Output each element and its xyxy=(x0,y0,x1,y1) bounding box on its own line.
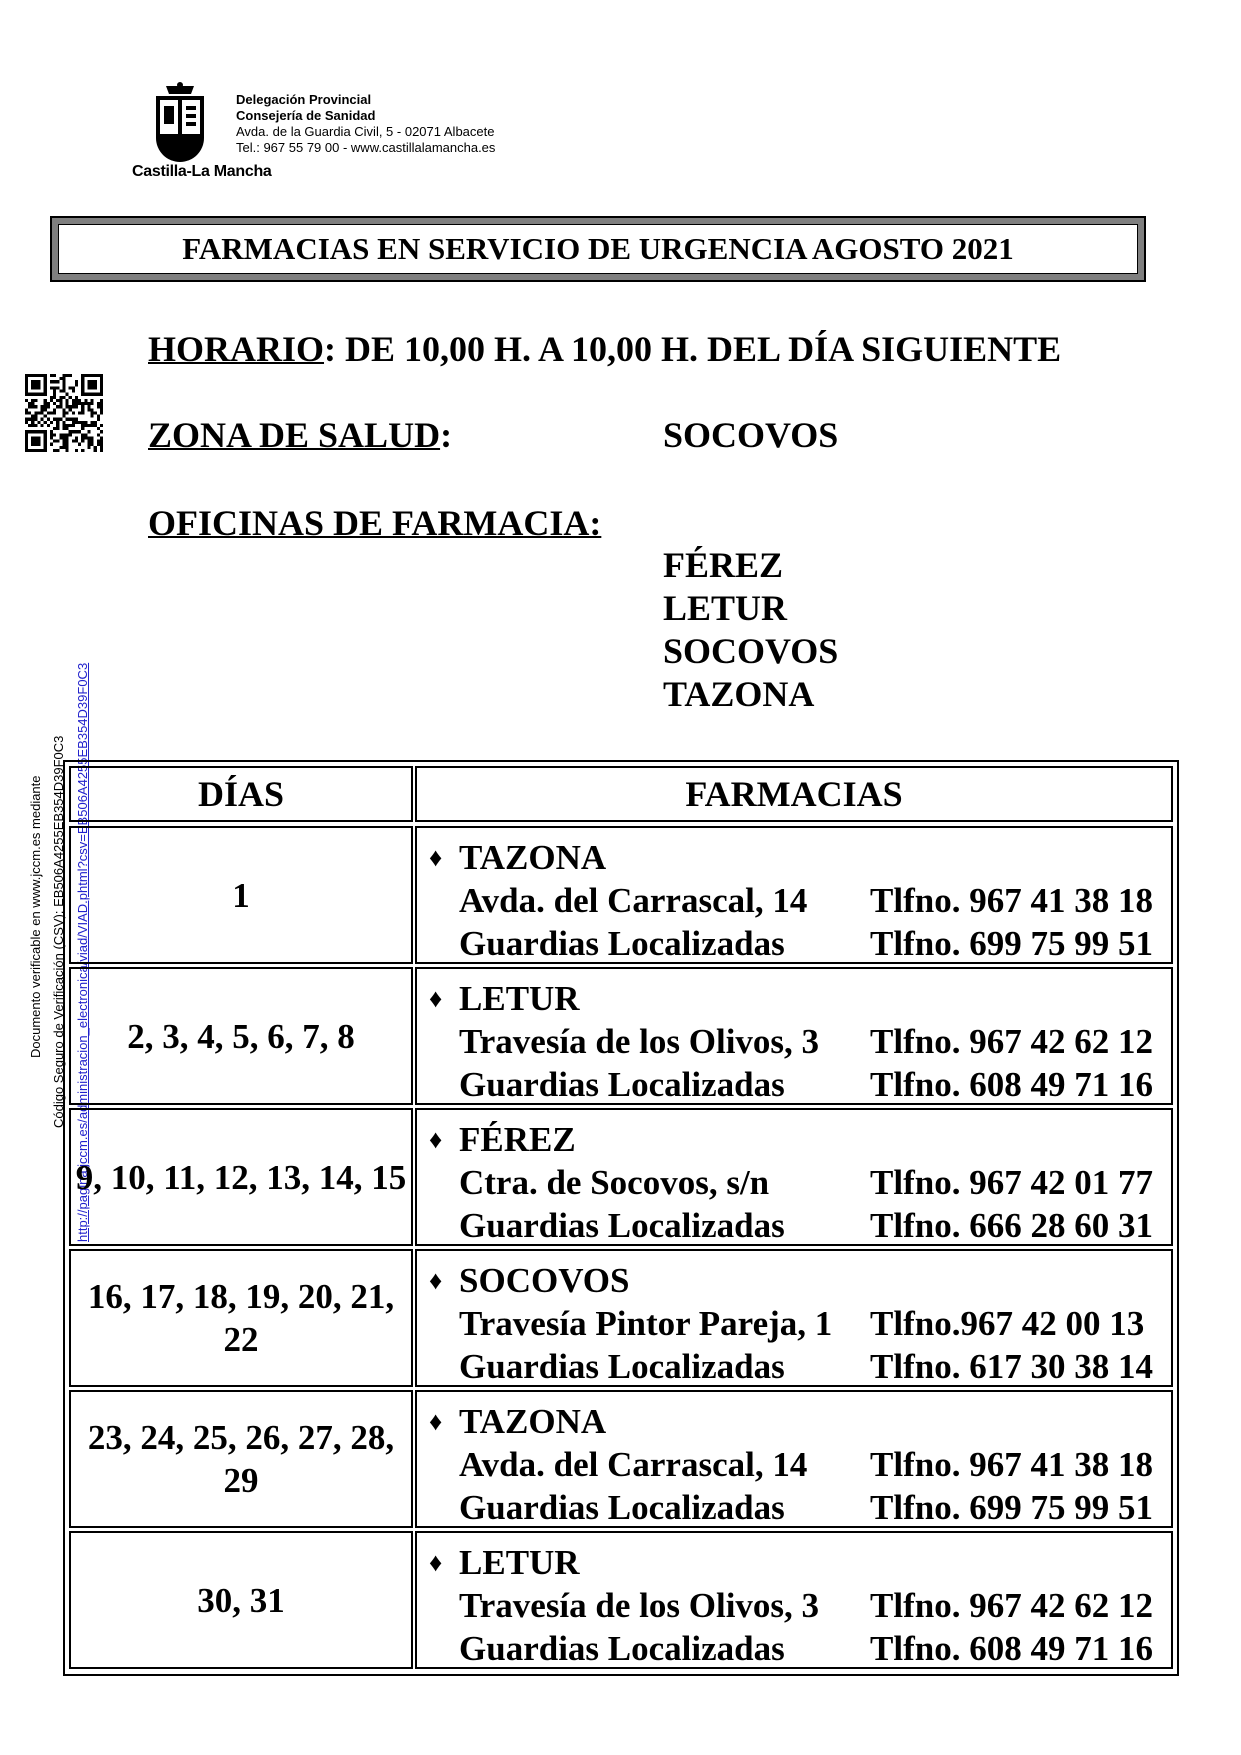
table-row-days: 30, 31 xyxy=(69,1531,413,1669)
pharmacy-name: LETUR xyxy=(459,1543,580,1582)
qr-code-icon xyxy=(25,374,103,452)
diamond-bullet-icon: ♦ xyxy=(429,1266,443,1295)
pharmacy-phone: Tlfno.967 42 00 13 xyxy=(870,1304,1145,1343)
table-row-days: 1 xyxy=(69,826,413,964)
pharmacy-name: TAZONA xyxy=(459,1402,607,1441)
table-row-pharmacy xyxy=(415,1249,1173,1387)
verification-link[interactable]: http://pagina.jccm.es/administracion_electronica/viad/VIAD.phtml?csv=EB506A4255EB354D39F0C3 xyxy=(75,662,90,1242)
guard-label: Guardias Localizadas xyxy=(459,1629,785,1668)
health-zone-line xyxy=(148,414,452,456)
schedule-value: : DE 10,00 H. A 10,00 H. DEL DÍA SIGUIENTE xyxy=(324,329,1062,369)
diamond-bullet-icon: ♦ xyxy=(429,1125,443,1154)
pharmacy-schedule-table xyxy=(63,760,1179,1676)
table-row-pharmacy xyxy=(415,826,1173,964)
pharmacy-address: Travesía de los Olivos, 3 xyxy=(459,1586,820,1625)
csv-code: Código Seguro de Verificación (CSV): EB506A4255EB354D39F0C3 xyxy=(51,735,66,1128)
page-title: FARMACIAS EN SERVICIO DE URGENCIA AGOSTO 2021 xyxy=(58,224,1138,274)
guard-phone: Tlfno. 608 49 71 16 xyxy=(870,1629,1153,1668)
header-line-1: Delegación Provincial xyxy=(236,92,372,107)
health-zone-colon: : xyxy=(440,415,453,455)
pharmacy-address: Travesía Pintor Pareja, 1 xyxy=(459,1304,833,1343)
diamond-bullet-icon: ♦ xyxy=(429,984,443,1013)
header-line-4: Tel.: 967 55 79 00 - www.castillalamancha.es xyxy=(236,140,496,155)
guard-label: Guardias Localizadas xyxy=(459,1065,785,1104)
pharmacy-name: TAZONA xyxy=(459,838,607,877)
office-header xyxy=(236,92,495,156)
pharmacy-phone: Tlfno. 967 42 62 12 xyxy=(870,1022,1153,1061)
pharmacy-offices-label: OFICINAS DE FARMACIA: xyxy=(148,503,602,543)
guard-phone: Tlfno. 699 75 99 51 xyxy=(870,1488,1153,1527)
title-box xyxy=(50,216,1146,282)
table-row-pharmacy xyxy=(415,1108,1173,1246)
guard-phone: Tlfno. 608 49 71 16 xyxy=(870,1065,1153,1104)
guard-label: Guardias Localizadas xyxy=(459,1488,785,1527)
pharmacy-address: Ctra. de Socovos, s/n xyxy=(459,1163,770,1202)
table-header-pharmacies: FARMACIAS xyxy=(415,766,1173,822)
table-row-pharmacy xyxy=(415,1390,1173,1528)
pharmacy-name: SOCOVOS xyxy=(459,1261,630,1300)
table-row-pharmacy xyxy=(415,967,1173,1105)
pharmacy-phone: Tlfno. 967 41 38 18 xyxy=(870,1445,1153,1484)
pharmacy-phone: Tlfno. 967 42 62 12 xyxy=(870,1586,1153,1625)
schedule-label: HORARIO xyxy=(148,329,325,369)
pharmacy-name: LETUR xyxy=(459,979,580,1018)
logo-text: Castilla-La Mancha xyxy=(132,163,272,180)
pharmacy-office: SOCOVOS xyxy=(663,631,839,671)
header-line-3: Avda. de la Guardia Civil, 5 - 02071 Albacete xyxy=(236,124,495,139)
pharmacy-office: FÉREZ xyxy=(663,545,784,585)
pharmacy-office: LETUR xyxy=(663,588,788,628)
diamond-bullet-icon: ♦ xyxy=(429,1548,443,1577)
table-row-days: 23, 24, 25, 26, 27, 28, 29 xyxy=(69,1390,413,1528)
table-header-days: DÍAS xyxy=(69,766,413,822)
health-zone-value: SOCOVOS xyxy=(663,415,839,455)
diamond-bullet-icon: ♦ xyxy=(429,1407,443,1436)
guard-phone: Tlfno. 666 28 60 31 xyxy=(870,1206,1153,1245)
table-row-days: 2, 3, 4, 5, 6, 7, 8 xyxy=(69,967,413,1105)
pharmacy-phone: Tlfno. 967 41 38 18 xyxy=(870,881,1153,920)
pharmacy-address: Avda. del Carrascal, 14 xyxy=(459,881,808,920)
guard-label: Guardias Localizadas xyxy=(459,1347,785,1386)
pharmacy-phone: Tlfno. 967 42 01 77 xyxy=(870,1163,1153,1202)
table-row-days: 16, 17, 18, 19, 20, 21, 22 xyxy=(69,1249,413,1387)
table-row-days: 9, 10, 11, 12, 13, 14, 15 xyxy=(69,1108,413,1246)
pharmacy-address: Travesía de los Olivos, 3 xyxy=(459,1022,820,1061)
table-row-pharmacy xyxy=(415,1531,1173,1669)
guard-label: Guardias Localizadas xyxy=(459,924,785,963)
verification-note: Documento verificable en www.jccm.es mediante xyxy=(28,775,43,1058)
header-line-2: Consejería de Sanidad xyxy=(236,108,376,123)
guard-label: Guardias Localizadas xyxy=(459,1206,785,1245)
guard-phone: Tlfno. 617 30 38 14 xyxy=(870,1347,1153,1386)
guard-phone: Tlfno. 699 75 99 51 xyxy=(870,924,1153,963)
health-zone-label: ZONA DE SALUD xyxy=(148,415,441,455)
pharmacy-office: TAZONA xyxy=(663,674,815,714)
diamond-bullet-icon: ♦ xyxy=(429,843,443,872)
schedule-line xyxy=(148,328,1061,370)
pharmacy-name: FÉREZ xyxy=(459,1120,576,1159)
pharmacy-address: Avda. del Carrascal, 14 xyxy=(459,1445,808,1484)
